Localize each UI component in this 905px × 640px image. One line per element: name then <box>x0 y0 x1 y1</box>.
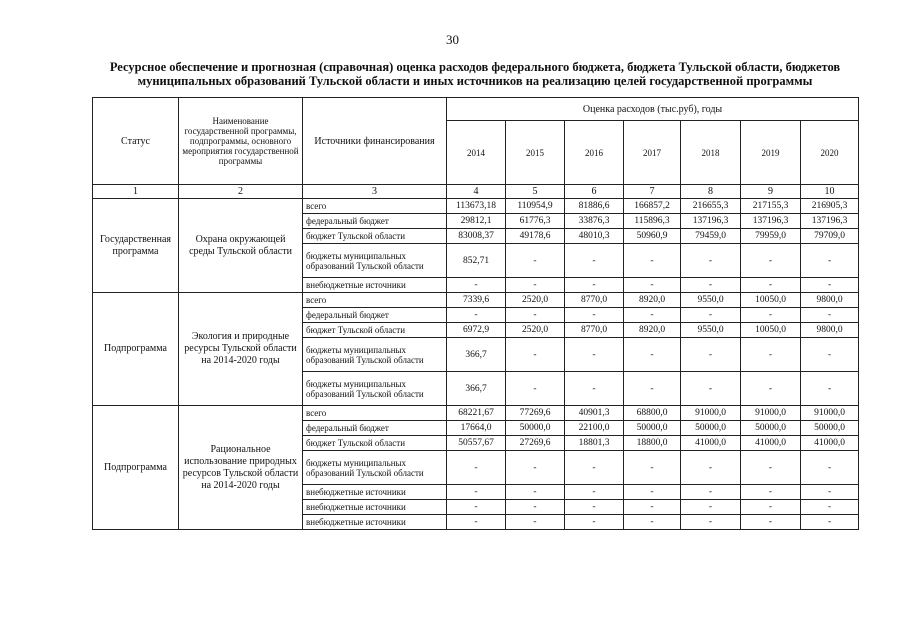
value-cell: - <box>624 451 681 485</box>
value-cell: - <box>681 515 741 530</box>
value-cell: 216905,3 <box>801 199 859 214</box>
value-cell: 8770,0 <box>565 323 624 338</box>
value-cell: - <box>506 338 565 372</box>
value-cell: - <box>506 244 565 278</box>
column-number: 4 <box>447 185 506 199</box>
funding-source-cell: внебюджетные источники <box>303 500 447 515</box>
value-cell: 17664,0 <box>447 421 506 436</box>
value-cell: - <box>447 278 506 293</box>
value-cell: - <box>506 308 565 323</box>
value-cell: - <box>681 278 741 293</box>
budget-table <box>92 97 859 530</box>
value-cell: 2520,0 <box>506 293 565 308</box>
program-name-cell: Охрана окружающей среды Тульской области <box>179 199 303 293</box>
value-cell: - <box>447 485 506 500</box>
value-cell: 81886,6 <box>565 199 624 214</box>
status-cell: Подпрограмма <box>93 406 179 530</box>
column-number: 3 <box>303 185 447 199</box>
value-cell: 366,7 <box>447 372 506 406</box>
value-cell: 29812,1 <box>447 214 506 229</box>
value-cell: - <box>801 244 859 278</box>
funding-source-cell: внебюджетные источники <box>303 278 447 293</box>
value-cell: - <box>506 372 565 406</box>
value-cell: - <box>624 485 681 500</box>
value-cell: - <box>801 451 859 485</box>
header-row-top <box>93 98 859 121</box>
header-year: 2018 <box>681 121 741 185</box>
value-cell: 137196,3 <box>681 214 741 229</box>
value-cell: - <box>681 308 741 323</box>
value-cell: 50000,0 <box>681 421 741 436</box>
value-cell: - <box>506 515 565 530</box>
value-cell: 9550,0 <box>681 323 741 338</box>
table-body <box>93 199 859 530</box>
value-cell: 91000,0 <box>801 406 859 421</box>
header-estimate: Оценка расходов (тыс.руб), годы <box>447 98 859 121</box>
value-cell: - <box>741 500 801 515</box>
header-name: Наименование государственной программы, подпрограммы, основного мероприятия государственной программы <box>179 98 303 185</box>
value-cell: - <box>565 338 624 372</box>
value-cell: - <box>565 308 624 323</box>
value-cell: 77269,6 <box>506 406 565 421</box>
value-cell: - <box>624 515 681 530</box>
value-cell: 137196,3 <box>801 214 859 229</box>
value-cell: - <box>624 308 681 323</box>
value-cell: 22100,0 <box>565 421 624 436</box>
funding-source-cell: федеральный бюджет <box>303 214 447 229</box>
column-number: 9 <box>741 185 801 199</box>
status-cell: Подпрограмма <box>93 293 179 406</box>
header-year: 2015 <box>506 121 565 185</box>
funding-source-cell: бюджет Тульской области <box>303 436 447 451</box>
value-cell: - <box>624 244 681 278</box>
value-cell: 41000,0 <box>801 436 859 451</box>
value-cell: - <box>506 278 565 293</box>
value-cell: 79459,0 <box>681 229 741 244</box>
value-cell: - <box>801 372 859 406</box>
value-cell: - <box>447 500 506 515</box>
value-cell: - <box>565 244 624 278</box>
value-cell: - <box>681 338 741 372</box>
column-number: 8 <box>681 185 741 199</box>
value-cell: - <box>801 515 859 530</box>
page-number: 30 <box>446 32 459 47</box>
funding-source-cell: федеральный бюджет <box>303 421 447 436</box>
column-number: 1 <box>93 185 179 199</box>
value-cell: - <box>565 372 624 406</box>
value-cell: - <box>801 338 859 372</box>
table-row <box>93 406 859 421</box>
value-cell: - <box>506 485 565 500</box>
value-cell: 8920,0 <box>624 323 681 338</box>
value-cell: 83008,37 <box>447 229 506 244</box>
value-cell: 6972,9 <box>447 323 506 338</box>
funding-source-cell: бюджет Тульской области <box>303 323 447 338</box>
value-cell: - <box>741 372 801 406</box>
table-row <box>93 293 859 308</box>
value-cell: 41000,0 <box>681 436 741 451</box>
value-cell: - <box>447 308 506 323</box>
funding-source-cell: бюджет Тульской области <box>303 229 447 244</box>
value-cell: 33876,3 <box>565 214 624 229</box>
value-cell: 18800,0 <box>624 436 681 451</box>
header-sources: Источники финансирования <box>303 98 447 185</box>
value-cell: 91000,0 <box>681 406 741 421</box>
value-cell: 27269,6 <box>506 436 565 451</box>
value-cell: - <box>681 485 741 500</box>
value-cell: - <box>447 451 506 485</box>
value-cell: - <box>565 451 624 485</box>
funding-source-cell: всего <box>303 406 447 421</box>
value-cell: 49178,6 <box>506 229 565 244</box>
value-cell: - <box>741 451 801 485</box>
value-cell: 68800,0 <box>624 406 681 421</box>
value-cell: 852,71 <box>447 244 506 278</box>
value-cell: - <box>741 338 801 372</box>
value-cell: - <box>741 515 801 530</box>
value-cell: - <box>681 244 741 278</box>
program-name-cell: Экология и природные ресурсы Тульской области на 2014-2020 годы <box>179 293 303 406</box>
funding-source-cell: всего <box>303 293 447 308</box>
value-cell: 217155,3 <box>741 199 801 214</box>
value-cell: 115896,3 <box>624 214 681 229</box>
table-row <box>93 199 859 214</box>
header-year: 2019 <box>741 121 801 185</box>
value-cell: 50000,0 <box>624 421 681 436</box>
value-cell: 9550,0 <box>681 293 741 308</box>
value-cell: - <box>801 485 859 500</box>
value-cell: - <box>681 500 741 515</box>
value-cell: 113673,18 <box>447 199 506 214</box>
value-cell: - <box>624 372 681 406</box>
value-cell: - <box>506 500 565 515</box>
value-cell: - <box>624 278 681 293</box>
column-number: 7 <box>624 185 681 199</box>
header-year: 2016 <box>565 121 624 185</box>
value-cell: 50000,0 <box>506 421 565 436</box>
funding-source-cell: бюджеты муниципальных образований Тульской области <box>303 244 447 278</box>
value-cell: 110954,9 <box>506 199 565 214</box>
value-cell: 68221,67 <box>447 406 506 421</box>
value-cell: 50000,0 <box>801 421 859 436</box>
funding-source-cell: внебюджетные источники <box>303 515 447 530</box>
value-cell: - <box>565 515 624 530</box>
value-cell: 8770,0 <box>565 293 624 308</box>
column-number: 6 <box>565 185 624 199</box>
column-number: 10 <box>801 185 859 199</box>
status-cell: Государственная программа <box>93 199 179 293</box>
value-cell: 79709,0 <box>801 229 859 244</box>
value-cell: 91000,0 <box>741 406 801 421</box>
value-cell: 8920,0 <box>624 293 681 308</box>
header-year: 2014 <box>447 121 506 185</box>
value-cell: - <box>565 500 624 515</box>
value-cell: - <box>801 500 859 515</box>
value-cell: 366,7 <box>447 338 506 372</box>
value-cell: 9800,0 <box>801 293 859 308</box>
value-cell: 61776,3 <box>506 214 565 229</box>
value-cell: - <box>741 278 801 293</box>
value-cell: - <box>447 515 506 530</box>
value-cell: - <box>741 308 801 323</box>
value-cell: 216655,3 <box>681 199 741 214</box>
value-cell: 41000,0 <box>741 436 801 451</box>
program-name-cell: Рациональное использование природных ресурсов Тульской области на 2014-2020 годы <box>179 406 303 530</box>
value-cell: 2520,0 <box>506 323 565 338</box>
value-cell: - <box>506 451 565 485</box>
funding-source-cell: всего <box>303 199 447 214</box>
header-year: 2017 <box>624 121 681 185</box>
value-cell: - <box>801 278 859 293</box>
funding-source-cell: бюджеты муниципальных образований Тульской области <box>303 338 447 372</box>
header-status: Статус <box>93 98 179 185</box>
header-year: 2020 <box>801 121 859 185</box>
value-cell: - <box>681 451 741 485</box>
value-cell: - <box>565 278 624 293</box>
column-number-row <box>93 185 859 199</box>
funding-source-cell: внебюджетные источники <box>303 485 447 500</box>
value-cell: 50557,67 <box>447 436 506 451</box>
value-cell: 10050,0 <box>741 293 801 308</box>
value-cell: 79959,0 <box>741 229 801 244</box>
value-cell: 40901,3 <box>565 406 624 421</box>
funding-source-cell: бюджеты муниципальных образований Тульской области <box>303 372 447 406</box>
value-cell: - <box>624 500 681 515</box>
value-cell: 50000,0 <box>741 421 801 436</box>
column-number: 2 <box>179 185 303 199</box>
value-cell: 166857,2 <box>624 199 681 214</box>
value-cell: - <box>741 485 801 500</box>
value-cell: 10050,0 <box>741 323 801 338</box>
value-cell: 7339,6 <box>447 293 506 308</box>
value-cell: - <box>681 372 741 406</box>
value-cell: 18801,3 <box>565 436 624 451</box>
column-number: 5 <box>506 185 565 199</box>
funding-source-cell: бюджеты муниципальных образований Тульской области <box>303 451 447 485</box>
value-cell: 9800,0 <box>801 323 859 338</box>
funding-source-cell: федеральный бюджет <box>303 308 447 323</box>
value-cell: 50960,9 <box>624 229 681 244</box>
value-cell: 137196,3 <box>741 214 801 229</box>
value-cell: 48010,3 <box>565 229 624 244</box>
value-cell: - <box>624 338 681 372</box>
value-cell: - <box>565 485 624 500</box>
value-cell: - <box>741 244 801 278</box>
document-title: Ресурсное обеспечение и прогнозная (справочная) оценка расходов федерального бюджета, бюджета Тульской области, бюджетов муниципальных образований Тульской области и иных источников на реализацию целей государственной программы <box>109 60 841 88</box>
value-cell: - <box>801 308 859 323</box>
